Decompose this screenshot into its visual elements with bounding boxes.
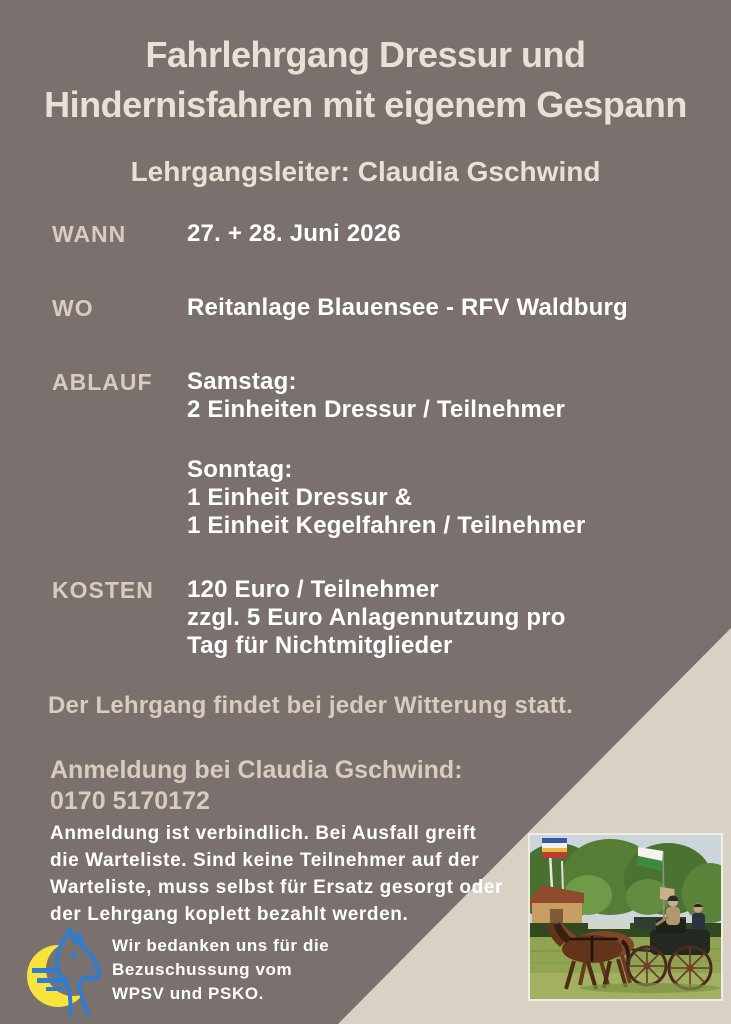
carriage-photo bbox=[528, 833, 723, 1001]
fineprint-line-4: der Lehrgang koplett bezahlt werden. bbox=[50, 904, 409, 925]
label-ablauf: ABLAUF bbox=[52, 369, 153, 395]
registration-contact bbox=[50, 755, 463, 817]
striped-flag bbox=[542, 838, 567, 858]
weather-note: Der Lehrgang findet bei jeder Witterung statt. bbox=[48, 692, 574, 719]
kosten-line-2: zzgl. 5 Euro Anlagennutzung pro bbox=[187, 604, 566, 631]
label-wann: WANN bbox=[52, 221, 127, 247]
ablauf-sunday-detail-2: 1 Einheit Kegelfahren / Teilnehmer bbox=[187, 512, 586, 539]
page-title bbox=[0, 30, 731, 130]
title-line-1: Fahrlehrgang Dressur und bbox=[145, 34, 586, 75]
fineprint-line-2: die Warteliste. Sind keine Teilnehmer auf der bbox=[50, 850, 480, 871]
ablauf-sunday-title: Sonntag: bbox=[187, 456, 293, 483]
ablauf-saturday-detail: 2 Einheiten Dressur / Teilnehmer bbox=[187, 396, 566, 423]
value-wann: 27. + 28. Juni 2026 bbox=[187, 220, 401, 247]
registration-terms-fineprint bbox=[50, 820, 503, 928]
label-wo: WO bbox=[52, 295, 94, 321]
ablauf-sunday-detail-1: 1 Einheit Dressur & bbox=[187, 484, 413, 511]
value-ablauf bbox=[187, 368, 585, 540]
fineprint-line-3: Warteliste, muss selbst für Ersatz gesorgt oder bbox=[50, 877, 503, 898]
fineprint-line-1: Anmeldung ist verbindlich. Bei Ausfall greift bbox=[50, 823, 477, 844]
carriage-photo-illustration bbox=[530, 835, 721, 999]
value-kosten bbox=[187, 576, 566, 660]
thanks-line-1: Wir bedanken uns für die bbox=[112, 936, 330, 955]
registration-contact-name: Anmeldung bei Claudia Gschwind: bbox=[50, 756, 463, 784]
label-kosten: KOSTEN bbox=[52, 577, 154, 603]
thanks-line-3: WPSV und PSKO. bbox=[112, 984, 264, 1003]
ablauf-saturday-title: Samstag: bbox=[187, 368, 297, 395]
value-wo: Reitanlage Blauensee - RFV Waldburg bbox=[187, 294, 628, 321]
horse-crescent-logo-icon bbox=[24, 926, 110, 1018]
kosten-line-1: 120 Euro / Teilnehmer bbox=[187, 576, 439, 603]
registration-phone-number: 0170 5170172 bbox=[50, 787, 210, 815]
sponsor-thanks-text bbox=[112, 934, 329, 1006]
title-line-2: Hindernisfahren mit eigenem Gespann bbox=[44, 84, 687, 125]
thanks-line-2: Bezuschussung vom bbox=[112, 960, 293, 979]
course-leader-subtitle: Lehrgangsleiter: Claudia Gschwind bbox=[130, 156, 601, 187]
kosten-line-3: Tag für Nichtmitglieder bbox=[187, 632, 453, 659]
